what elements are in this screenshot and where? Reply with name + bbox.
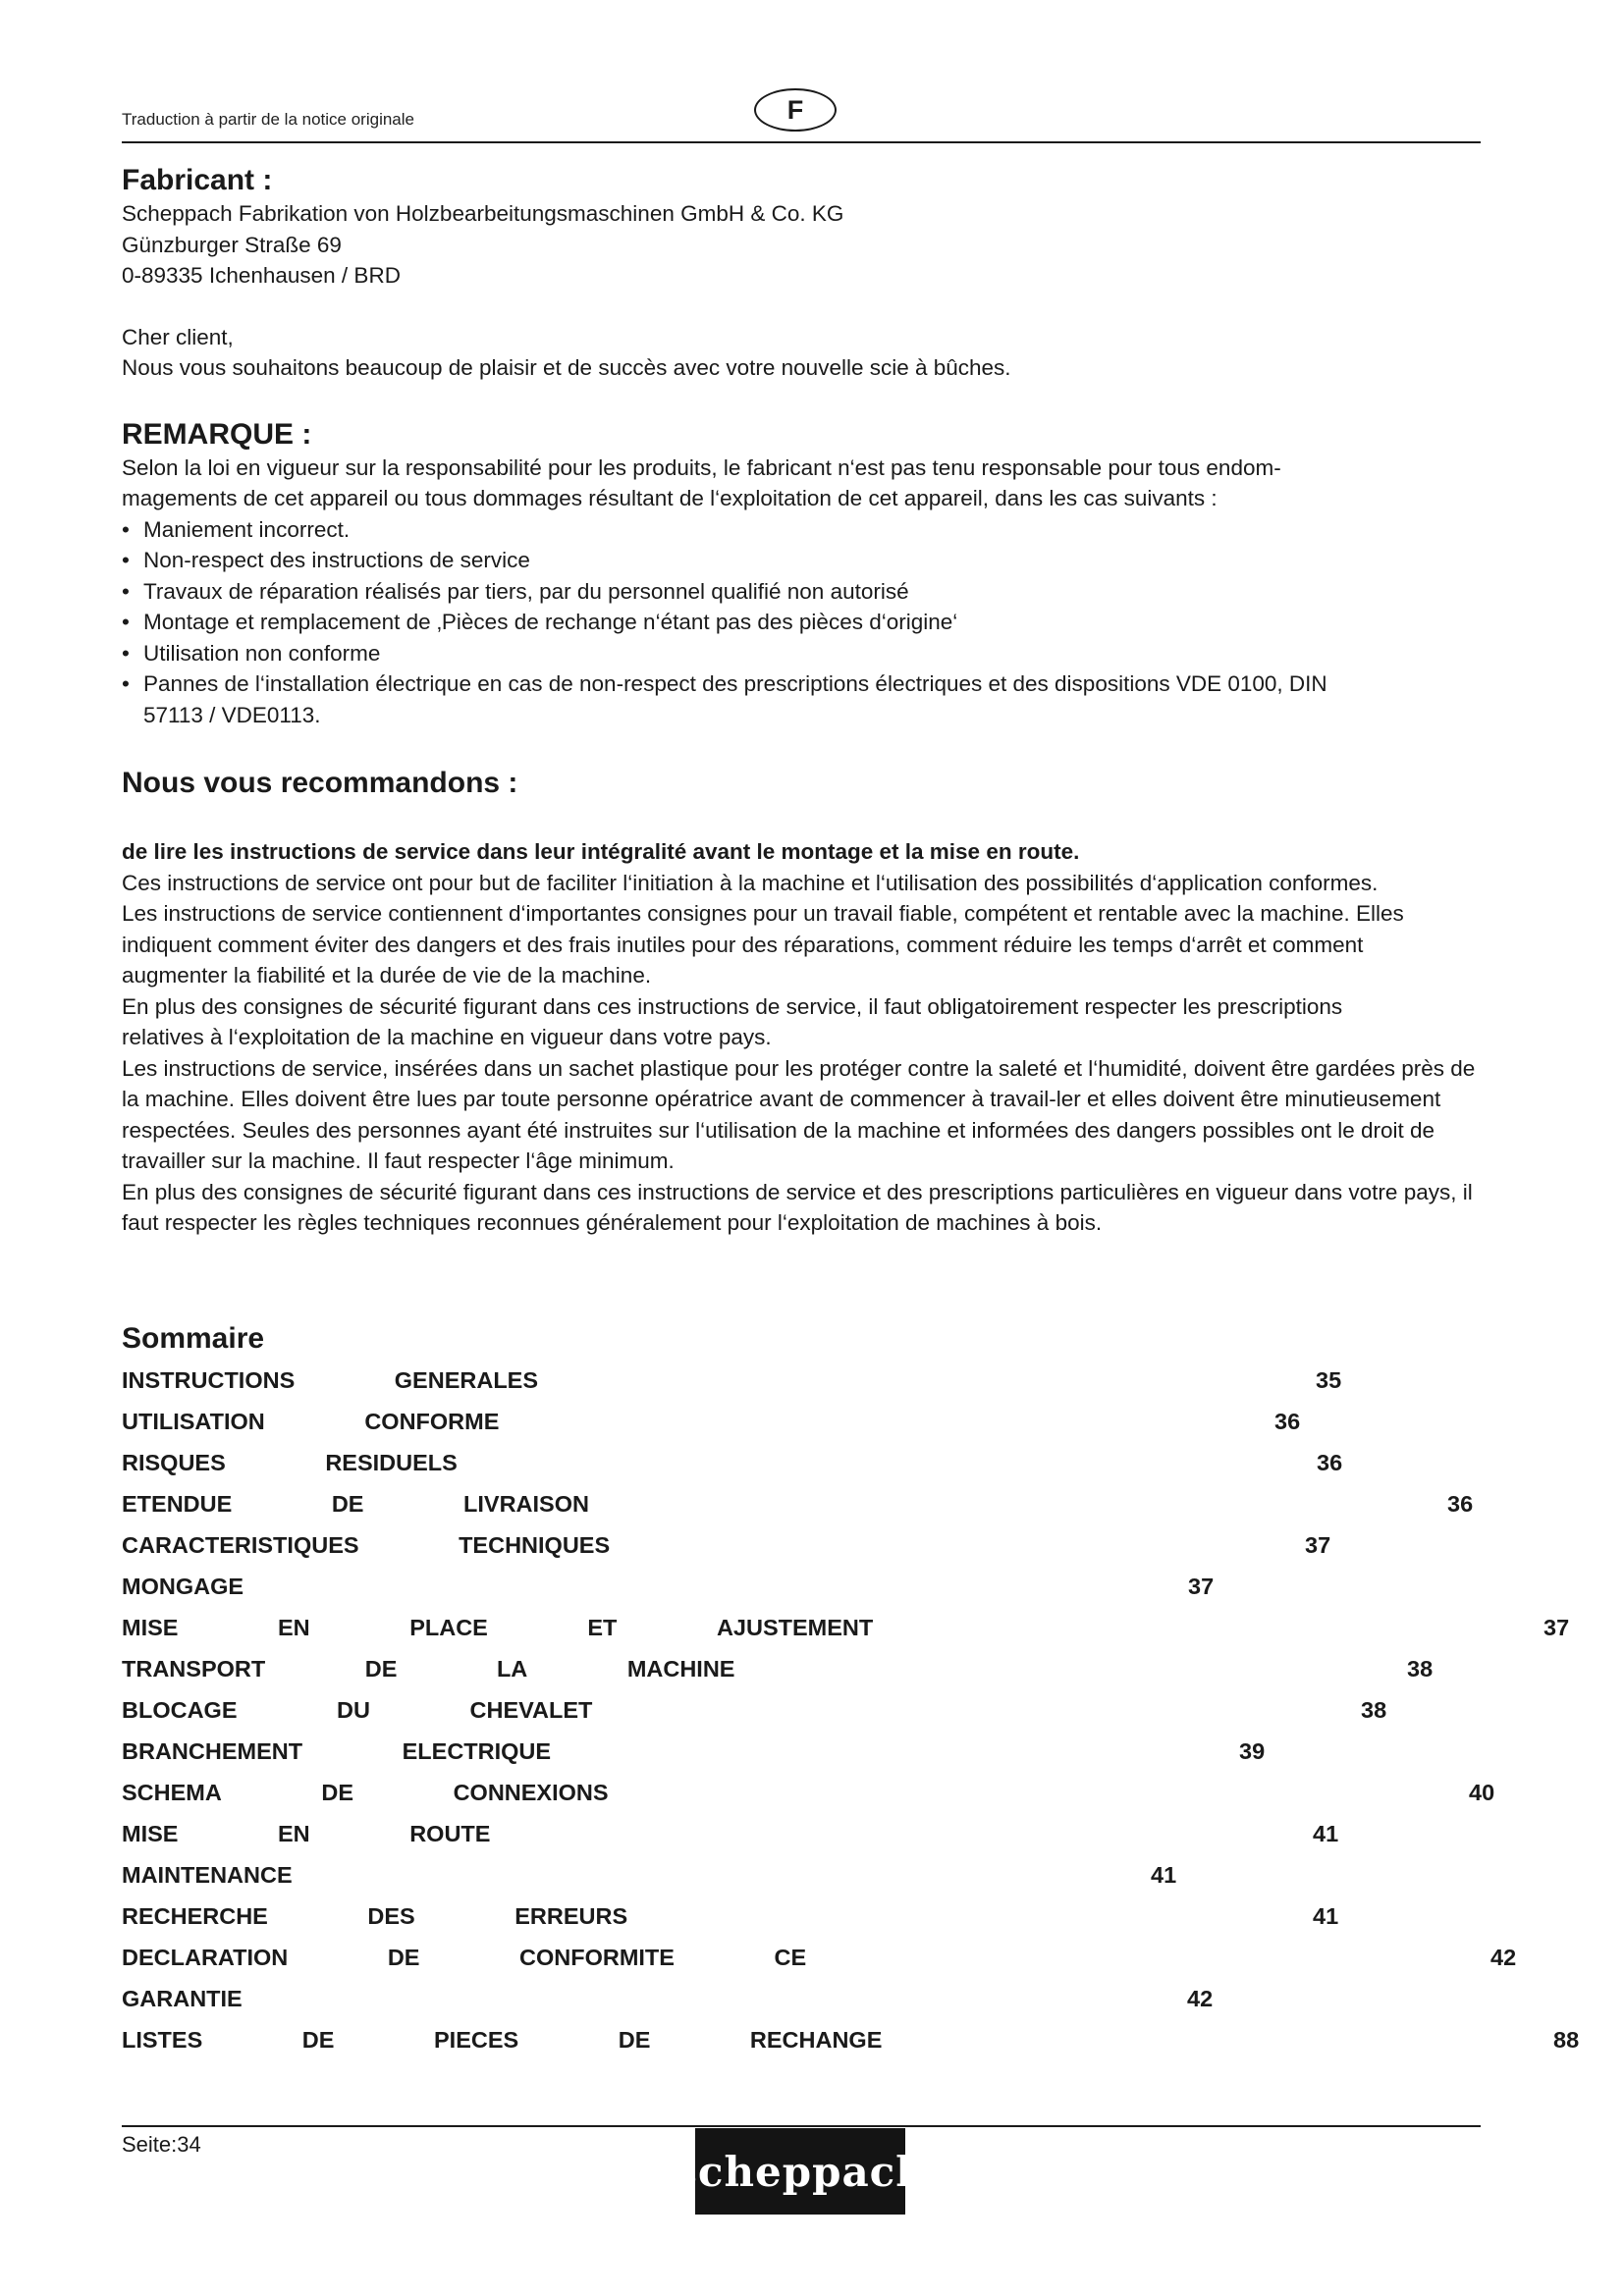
toc-page-number: 38	[1407, 1656, 1434, 1682]
list-item: • Non-respect des instructions de service	[122, 545, 1487, 576]
toc-word: EN	[278, 1615, 310, 1640]
toc-word: DECLARATION	[122, 1945, 289, 1970]
toc-entry	[122, 1408, 1585, 1449]
toc-word: TECHNIQUES	[459, 1532, 611, 1558]
toc-word: DE	[618, 2027, 651, 2053]
list-item: • Maniement incorrect.	[122, 514, 1487, 546]
list-item: • Pannes de l‘installation électrique en cas de non-respect des prescriptions électriques et des dispositions VDE 0100, DIN 57113 / VDE0113.	[122, 668, 1351, 730]
toc-word: GARANTIE	[122, 1986, 243, 2011]
toc-entry	[122, 1861, 1585, 1902]
toc-word: MAINTENANCE	[122, 1862, 293, 1888]
toc-page-number: 37	[1188, 1574, 1215, 1599]
manufacturer-section	[122, 163, 1487, 292]
toc-word: MACHINE	[626, 1656, 735, 1682]
manufacturer-city: 0-89335 Ichenhausen / BRD	[122, 263, 401, 288]
remark-list	[122, 514, 1487, 731]
toc-word: ROUTE	[409, 1821, 491, 1846]
toc-word: MONGAGE	[122, 1574, 244, 1599]
footer-page-number: Seite:34	[122, 2132, 201, 2157]
toc-page-number: 36	[1317, 1450, 1343, 1475]
toc-entry	[122, 1985, 1585, 2026]
toc-page-number: 38	[1361, 1697, 1387, 1723]
toc-word: ETENDUE	[122, 1491, 233, 1517]
toc-word: CONNEXIONS	[453, 1780, 609, 1805]
toc-page-number: 39	[1239, 1738, 1266, 1764]
toc-page-number: 36	[1447, 1491, 1474, 1517]
greeting-section	[122, 322, 1487, 384]
list-item: • Montage et remplacement de ‚Pièces de rechange n‘étant pas des pièces d‘origine‘	[122, 607, 1487, 638]
toc-word: CARACTERISTIQUES	[122, 1532, 359, 1558]
recommend-paragraph: Ces instructions de service ont pour but de faciliter l‘initiation à la machine et l‘utilisation des possibilités d‘application conformes.	[122, 870, 1379, 895]
toc-word: RECHANGE	[749, 2027, 883, 2053]
toc-page-number: 37	[1305, 1532, 1331, 1558]
toc-word: ELECTRIQUE	[402, 1738, 552, 1764]
toc-word: INSTRUCTIONS	[122, 1367, 296, 1393]
list-item: • Travaux de réparation réalisés par tiers, par du personnel qualifié non autorisé	[122, 576, 1487, 608]
manufacturer-street: Günzburger Straße 69	[122, 232, 342, 257]
toc-word: MISE	[122, 1821, 179, 1846]
toc-word: LISTES	[122, 2027, 203, 2053]
toc-entry	[122, 1490, 1585, 1531]
toc-word: DE	[321, 1780, 354, 1805]
toc-word: SCHEMA	[122, 1780, 222, 1805]
remark-section	[122, 417, 1487, 731]
toc-entry	[122, 1614, 1585, 1655]
toc-page-number: 37	[1543, 1615, 1570, 1640]
recommend-paragraph: En plus des consignes de sécurité figurant dans ces instructions de service, il faut obligatoirement respecter les prescriptions relatives à l‘exploitation de la machine en vigueur dans votre pays.	[122, 993, 1343, 1049]
manufacturer-name: Scheppach Fabrikation von Holzbearbeitungsmaschinen GmbH & Co. KG	[122, 201, 844, 226]
recommend-section	[122, 766, 1487, 1239]
toc-word: ERREURS	[514, 1903, 628, 1929]
toc-page-number: 42	[1187, 1986, 1214, 2011]
toc-word: BLOCAGE	[122, 1697, 238, 1723]
toc-word: DES	[367, 1903, 415, 1929]
toc-entry	[122, 1779, 1585, 1820]
toc-word: CONFORMITE	[519, 1945, 675, 1970]
greeting-message: Nous vous souhaitons beaucoup de plaisir et de succès avec votre nouvelle scie à bûches.	[122, 355, 1011, 380]
header-note: Traduction à partir de la notice originale	[122, 110, 414, 129]
manufacturer-title: Fabricant :	[122, 164, 273, 196]
toc-page-number: 40	[1469, 1780, 1495, 1805]
toc-entry	[122, 1737, 1585, 1779]
toc-page-number: 35	[1316, 1367, 1342, 1393]
toc-word: DE	[301, 2027, 335, 2053]
table-of-contents	[122, 1366, 1585, 2067]
scheppach-logo: scheppach	[695, 2128, 905, 2215]
toc-page-number: 88	[1553, 2027, 1580, 2053]
toc-word: AJUSTEMENT	[716, 1615, 874, 1640]
toc-word: EN	[278, 1821, 310, 1846]
toc-word: TRANSPORT	[122, 1656, 266, 1682]
toc-page-number: 41	[1151, 1862, 1177, 1888]
toc-entry	[122, 1820, 1585, 1861]
toc-page-number: 42	[1490, 1945, 1517, 1970]
toc-word: RESIDUELS	[325, 1450, 458, 1475]
toc-word: DE	[364, 1656, 398, 1682]
toc-word: UTILISATION	[122, 1409, 265, 1434]
toc-entry	[122, 1449, 1585, 1490]
toc-word: DE	[387, 1945, 420, 1970]
toc-page-number: 41	[1313, 1821, 1339, 1846]
toc-word: CONFORME	[364, 1409, 500, 1434]
recommend-paragraph: En plus des consignes de sécurité figurant dans ces instructions de service et des prescriptions particulières en vigueur dans votre pays, il faut respecter les règles techniques reconnues généralement pour l‘exploitation de machines à bois.	[122, 1179, 1473, 1235]
toc-entry	[122, 1531, 1585, 1573]
recommend-bold-line: de lire les instructions de service dans leur intégralité avant le montage et la mise en route.	[122, 839, 1080, 864]
toc-word: CHEVALET	[469, 1697, 593, 1723]
recommend-title: Nous vous recommandons :	[122, 767, 518, 799]
toc-word: RISQUES	[122, 1450, 226, 1475]
toc-word: RECHERCHE	[122, 1903, 268, 1929]
toc-word: CE	[774, 1945, 807, 1970]
remark-title: REMARQUE :	[122, 417, 312, 451]
toc-word: GENERALES	[394, 1367, 539, 1393]
footer-divider	[122, 2125, 1481, 2127]
toc-word: DE	[331, 1491, 364, 1517]
toc-entry	[122, 1944, 1585, 1985]
recommend-paragraph: Les instructions de service contiennent d‘importantes consignes pour un travail fiable, compétent et rentable avec la machine. Elles indiquent comment éviter des dangers et des frais inutiles pour des réparations, comment réduire les temps d‘arrêt et comment augmenter la fiabilité et la durée de vie de la machine.	[122, 901, 1404, 988]
remark-intro-line: Selon la loi en vigueur sur la responsabilité pour les produits, le fabricant n‘est pas tenu responsable pour tous endom-	[122, 454, 1281, 480]
toc-entry	[122, 1366, 1585, 1408]
toc-word: LIVRAISON	[463, 1491, 589, 1517]
toc-word: PIECES	[433, 2027, 519, 2053]
toc-page-number: 36	[1274, 1409, 1301, 1434]
toc-entry	[122, 2026, 1585, 2067]
toc-word: DU	[337, 1697, 370, 1723]
toc-title: Sommaire	[122, 1322, 265, 1355]
language-badge: F	[754, 88, 837, 132]
toc-word: ET	[587, 1615, 618, 1640]
remark-intro-line: magements de cet appareil ou tous dommages résultant de l‘exploitation de cet appareil, dans les cas suivants :	[122, 486, 1218, 510]
toc-entry	[122, 1902, 1585, 1944]
toc-entry	[122, 1573, 1585, 1614]
toc-word: MISE	[122, 1615, 179, 1640]
toc-entry	[122, 1655, 1585, 1696]
list-item: • Utilisation non conforme	[122, 638, 1487, 669]
recommend-paragraph: Les instructions de service, insérées dans un sachet plastique pour les protéger contre la saleté et l‘humidité, doivent être gardées près de la machine. Elles doivent être lues par toute personne opératrice avant de commencer à travail-ler et elles doivent être minutieusement respectées. Seules des personnes ayant été instruites sur l‘utilisation de la machine et informées des dangers possibles ont le droit de travailler sur la machine. Il faut respecter l‘âge minimum.	[122, 1055, 1476, 1173]
toc-entry	[122, 1696, 1585, 1737]
toc-word: PLACE	[409, 1615, 488, 1640]
header-divider	[122, 141, 1481, 143]
salutation: Cher client,	[122, 324, 234, 349]
main-content	[122, 163, 1487, 1239]
toc-word: BRANCHEMENT	[122, 1738, 303, 1764]
toc-word: LA	[496, 1656, 528, 1682]
toc-page-number: 41	[1313, 1903, 1339, 1929]
